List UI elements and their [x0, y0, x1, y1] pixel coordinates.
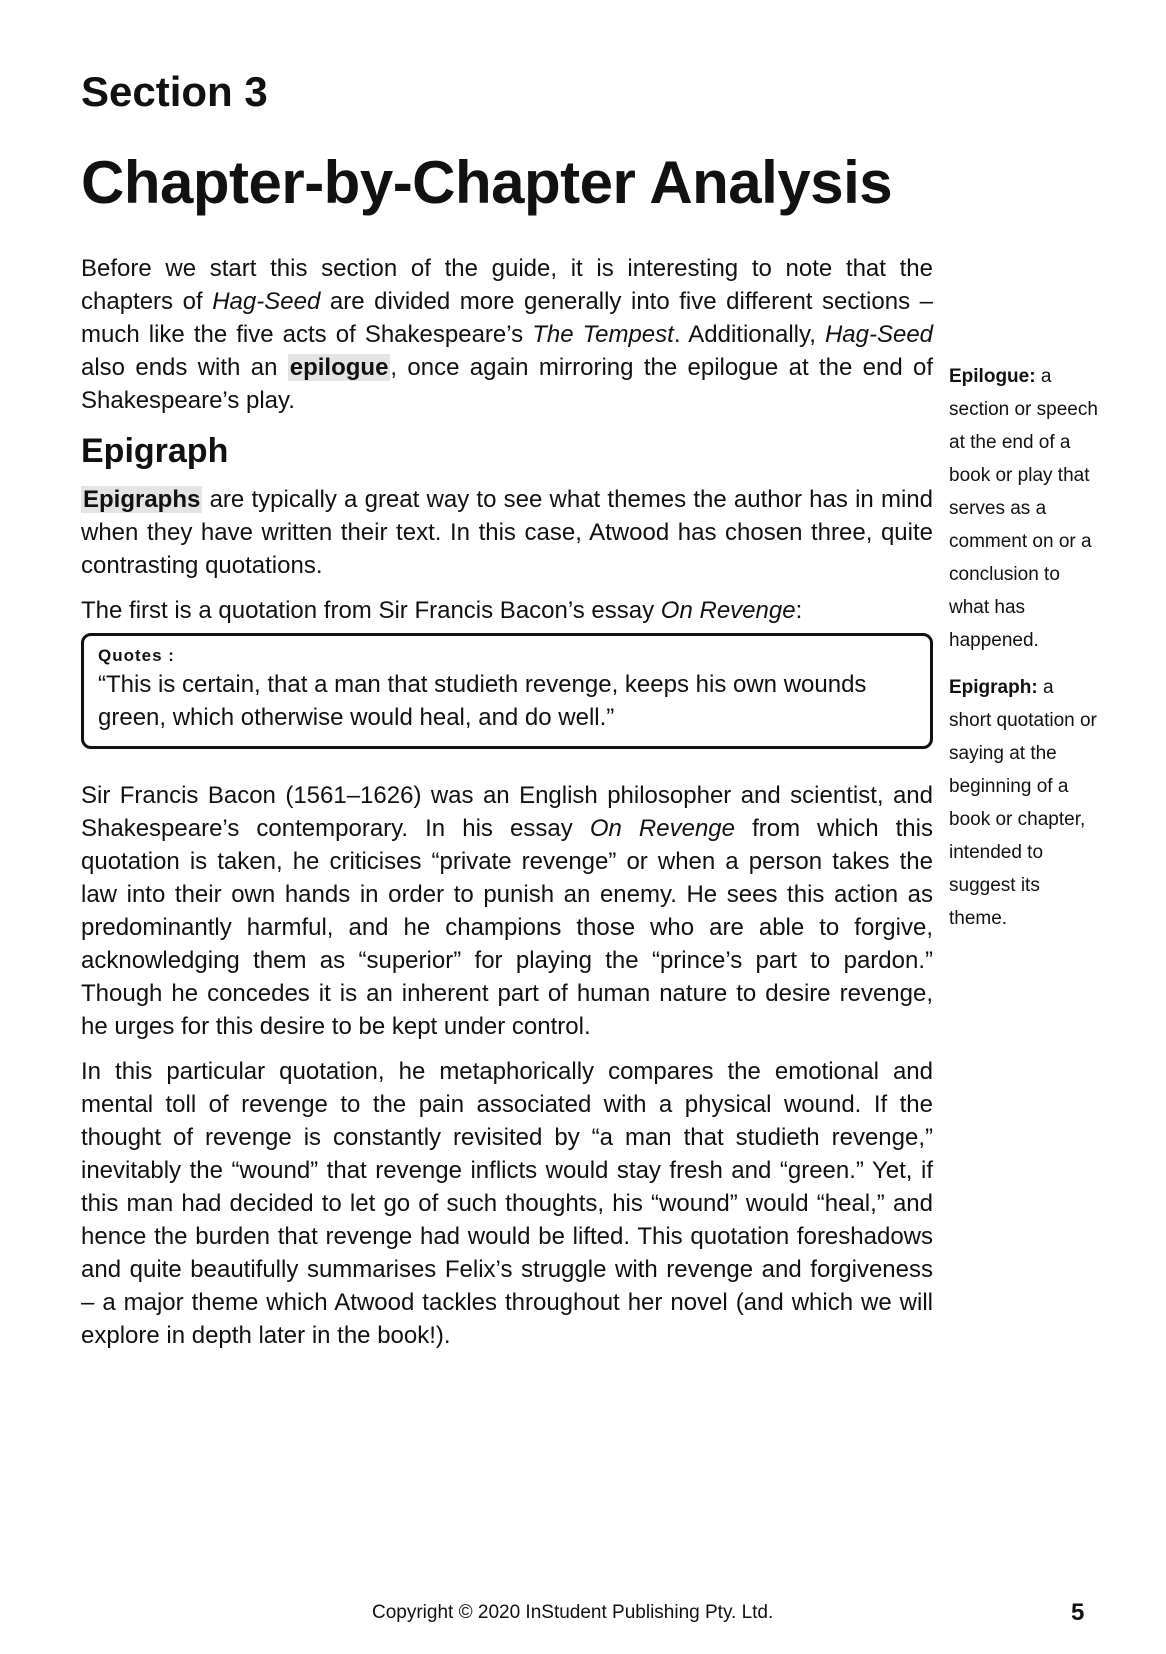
quote-label: Quotes :	[98, 646, 175, 666]
epigraph-text-1: are typically a great way to see what themes the author has in mind when they have written their text. In this case, Atwood has chosen three, quite contrasting quotations.	[81, 486, 933, 580]
copyright-text: Copyright © 2020 InStudent Publishing Pty. Ltd.	[372, 1602, 774, 1623]
epigraph-paragraph-2	[81, 594, 933, 627]
glossary-epigraph-term: Epigraph:	[949, 677, 1038, 698]
epigraph-heading: Epigraph	[81, 432, 229, 471]
epigraph-text-2: The first is a quotation from Sir Francis Bacon’s essay	[81, 597, 661, 625]
intro-text-1: Before we start this section of the guide, it is interesting to note that the chapters of	[81, 255, 933, 316]
glossary-epigraph-definition: a short quotation or saying at the beginning of a book or chapter, intended to suggest its theme.	[949, 677, 1097, 929]
intro-title-hag-seed-2: Hag-Seed	[824, 321, 934, 349]
glossary-epilogue	[949, 360, 1099, 657]
bacon-text-1: Sir Francis Bacon (1561–1626) was an English philosopher and scientist, and Shakespeare’s contemporary. In his essay	[81, 782, 933, 843]
glossary-term-epilogue: epilogue	[289, 354, 389, 382]
glossary-epilogue-definition: a section or speech at the end of a book or play that serves as a comment on or a conclusion to what has happened.	[949, 366, 1098, 651]
quote-box	[81, 633, 933, 749]
epigraph-paragraph-1	[81, 483, 933, 582]
glossary-epilogue-term: Epilogue:	[949, 366, 1036, 387]
intro-text-5: , once again mirroring the epilogue at the end of Shakespeare’s play.	[81, 354, 933, 415]
intro-title-hag-seed: Hag-Seed	[212, 288, 321, 316]
main-column	[81, 68, 933, 1352]
epigraph-text-2-end: :	[795, 597, 803, 625]
page-footer	[0, 1599, 1166, 1632]
essay-title: On Revenge	[660, 597, 796, 625]
bacon-essay-title: On Revenge	[589, 815, 735, 843]
quote-text: “This is certain, that a man that studieth revenge, keeps his own wounds green, which otherwise would heal, and do well.”	[98, 671, 867, 732]
glossary-sidebar	[949, 360, 1099, 935]
glossary-term-epigraphs: Epigraphs	[83, 486, 201, 514]
intro-paragraph	[81, 252, 933, 417]
intro-text-2: are divided more generally into five different sections – much like the five acts of Shakespeare’s	[81, 288, 933, 349]
intro-text-3: . Additionally,	[673, 321, 825, 349]
bacon-paragraph	[81, 779, 933, 1043]
intro-title-tempest: The Tempest	[532, 321, 674, 349]
bacon-text-2: from which this quotation is taken, he criticises “private revenge” or when a person takes the law into their own hands in order to punish an enemy. He sees this action as predominantly harmful, and he champions those who are able to forgive, acknowledging them as “superior” for playing the “prince’s part to pardon.” Though he concedes it is an inherent part of human nature to desire revenge, he urges for this desire to be kept under control.	[81, 815, 933, 1041]
section-label: Section 3	[81, 68, 268, 115]
chapter-title: Chapter-by-Chapter Analysis	[81, 149, 893, 217]
analysis-paragraph: In this particular quotation, he metaphorically compares the emotional and mental toll of revenge to the pain associated with a physical wound. If the thought of revenge is constantly revisited by “a man that studieth revenge,” inevitably the “wound” that revenge inflicts would stay fresh and “green.” Yet, if this man had decided to let go of such thoughts, his “wound” would “heal,” and hence the burden that revenge had would be lifted. This quotation foreshadows and quite beautifully summarises Felix’s struggle with revenge and forgiveness – a major theme which Atwood tackles throughout her novel (and which we will explore in depth later in the book!).	[81, 1058, 933, 1350]
intro-text-4: also ends with an	[81, 354, 288, 382]
glossary-epigraph	[949, 671, 1099, 935]
page-number: 5	[1071, 1599, 1085, 1626]
